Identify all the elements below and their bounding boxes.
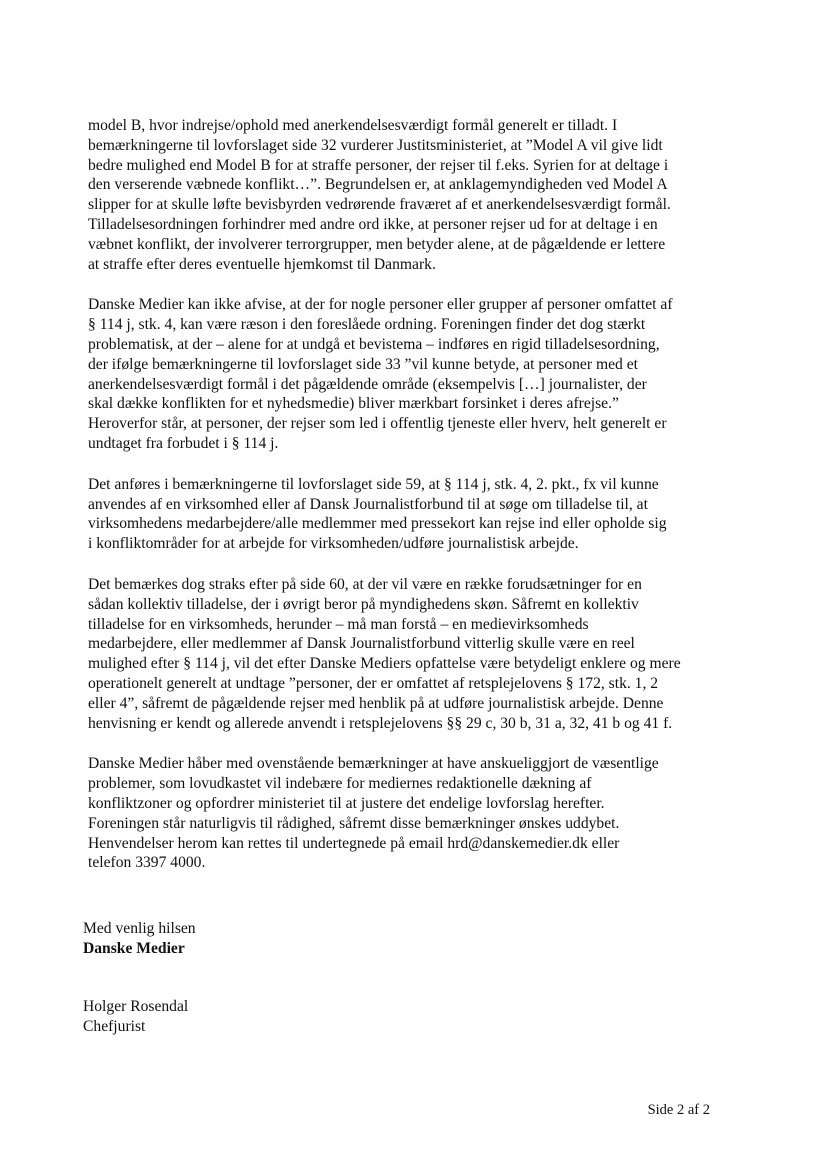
text-line: problematisk, at der – alene for at undgå et bevistema – indføres en rigid tilladelsesordning, <box>88 335 660 353</box>
text-line: bemærkningerne til lovforslaget side 32 vurderer Justitsministeriet, at ”Model A vil give lidt <box>88 136 663 154</box>
text-line: medarbejdere, eller medlemmer af Dansk Journalistforbund vitterlig skulle være en reel <box>88 635 635 653</box>
text-line: operationelt generelt at undtage ”personer, der er omfattet af retsplejelovens § 172, stk. 1, 2 <box>88 674 659 692</box>
text-line: virksomhedens medarbejdere/alle medlemmer med pressekort kan rejse ind eller opholde sig <box>88 515 667 533</box>
closing-organization: Danske Medier <box>83 940 185 957</box>
text-line: Henvendelser herom kan rettes til undertegnede på email hrd@danskemedier.dk eller <box>88 834 620 852</box>
text-line: eller 4”, såfremt de pågældende rejser med henblik på at udføre journalistisk arbejde. Denne <box>88 694 664 712</box>
paragraph-exemption-proposal <box>88 575 728 733</box>
text-line: anerkendelsesværdigt formål i det pågældende område (eksempelvis […] journalister, der <box>88 375 647 393</box>
page-number: Side 2 af 2 <box>647 1102 710 1118</box>
paragraph-permit-scheme <box>88 295 728 453</box>
paragraph-collective-application <box>88 475 728 554</box>
text-line: væbnet konflikt, der involverer terrorgrupper, men betyder alene, at de pågældende er lettere <box>88 235 666 253</box>
text-line: Heroverfor står, at personer, der rejser som led i offentlig tjeneste eller hverv, helt generelt er <box>88 415 667 433</box>
text-line: Det anføres i bemærkningerne til lovforslaget side 59, at § 114 j, stk. 4, 2. pkt., fx vil kunne <box>88 475 659 493</box>
text-line: skal dække konflikten for et nyhedsmedie) bliver mærkbart forsinket i deres afrejse.” <box>88 395 619 413</box>
text-line: mulighed efter § 114 j, vil det efter Danske Mediers opfattelse være betydeligt enklere og mere <box>88 655 681 673</box>
text-line: anvendes af en virksomhed eller af Dansk Journalistforbund til at søge om tilladelse til, at <box>88 495 648 513</box>
text-line: den verserende væbnede konflikt…”. Begrundelsen er, at anklagemyndigheden ved Model A <box>88 176 668 194</box>
text-line: model B, hvor indrejse/ophold med anerkendelsesværdigt formål generelt er tilladt. I <box>88 117 618 134</box>
text-line: problemer, som lovudkastet vil indebære for mediernes redaktionelle dækning af <box>88 775 592 793</box>
text-line: der ifølge bemærkningerne til lovforslaget side 33 ”vil kunne betyde, at personer med et <box>88 355 638 373</box>
text-line: bedre mulighed end Model B for at straffe personer, der rejser til f.eks. Syrien for at deltage i <box>88 156 669 174</box>
text-line: at straffe efter deres eventuelle hjemkomst til Danmark. <box>88 255 436 273</box>
text-line: Det bemærkes dog straks efter på side 60, at der vil være en række forudsætninger for en <box>88 575 642 593</box>
letter-closing <box>83 919 196 959</box>
text-line: tilladelse for en virksomheds, herunder – må man forstå – en medievirksomheds <box>88 615 589 633</box>
text-line: undtaget fra forbudet i § 114 j. <box>88 434 279 452</box>
text-line: henvisning er kendt og allerede anvendt i retsplejelovens §§ 29 c, 30 b, 31 a, 32, 41 b og 41 f. <box>88 714 673 732</box>
text-line: Tilladelsesordningen forhindrer med andre ord ikke, at personer rejser ud for at deltage i en <box>88 215 658 233</box>
text-line: Foreningen står naturligvis til rådighed, såfremt disse bemærkninger ønskes uddybet. <box>88 814 620 832</box>
signature-block <box>83 997 188 1037</box>
text-line: § 114 j, stk. 4, kan være ræson i den foreslåede ordning. Foreningen finder det dog stærkt <box>88 316 646 334</box>
text-line: Danske Medier kan ikke afvise, at der for nogle personer eller grupper af personer omfattet af <box>88 296 673 314</box>
text-line: i konfliktområder for at arbejde for virksomheden/udføre journalistisk arbejde. <box>88 535 579 553</box>
signatory-title: Chefjurist <box>83 1018 146 1035</box>
text-line: slipper for at skulle løfte bevisbyrden vedrørende fraværet af et anerkendelsesværdigt formål. <box>88 196 671 214</box>
signatory-name: Holger Rosendal <box>83 998 189 1015</box>
text-line: konfliktzoner og opfordrer ministeriet til at justere det endelige lovforslag herefter. <box>88 794 605 812</box>
letter-body <box>88 116 728 894</box>
closing-greeting: Med venlig hilsen <box>83 920 196 937</box>
text-line: sådan kollektiv tilladelse, der i øvrigt beror på myndighedens skøn. Såfremt en kollektiv <box>88 595 639 613</box>
text-line: Danske Medier håber med ovenstående bemærkninger at have anskueliggjort de væsentlige <box>88 755 659 773</box>
paragraph-model-comparison <box>88 116 728 274</box>
text-line: telefon 3397 4000. <box>88 854 206 872</box>
paragraph-conclusion <box>88 754 728 873</box>
